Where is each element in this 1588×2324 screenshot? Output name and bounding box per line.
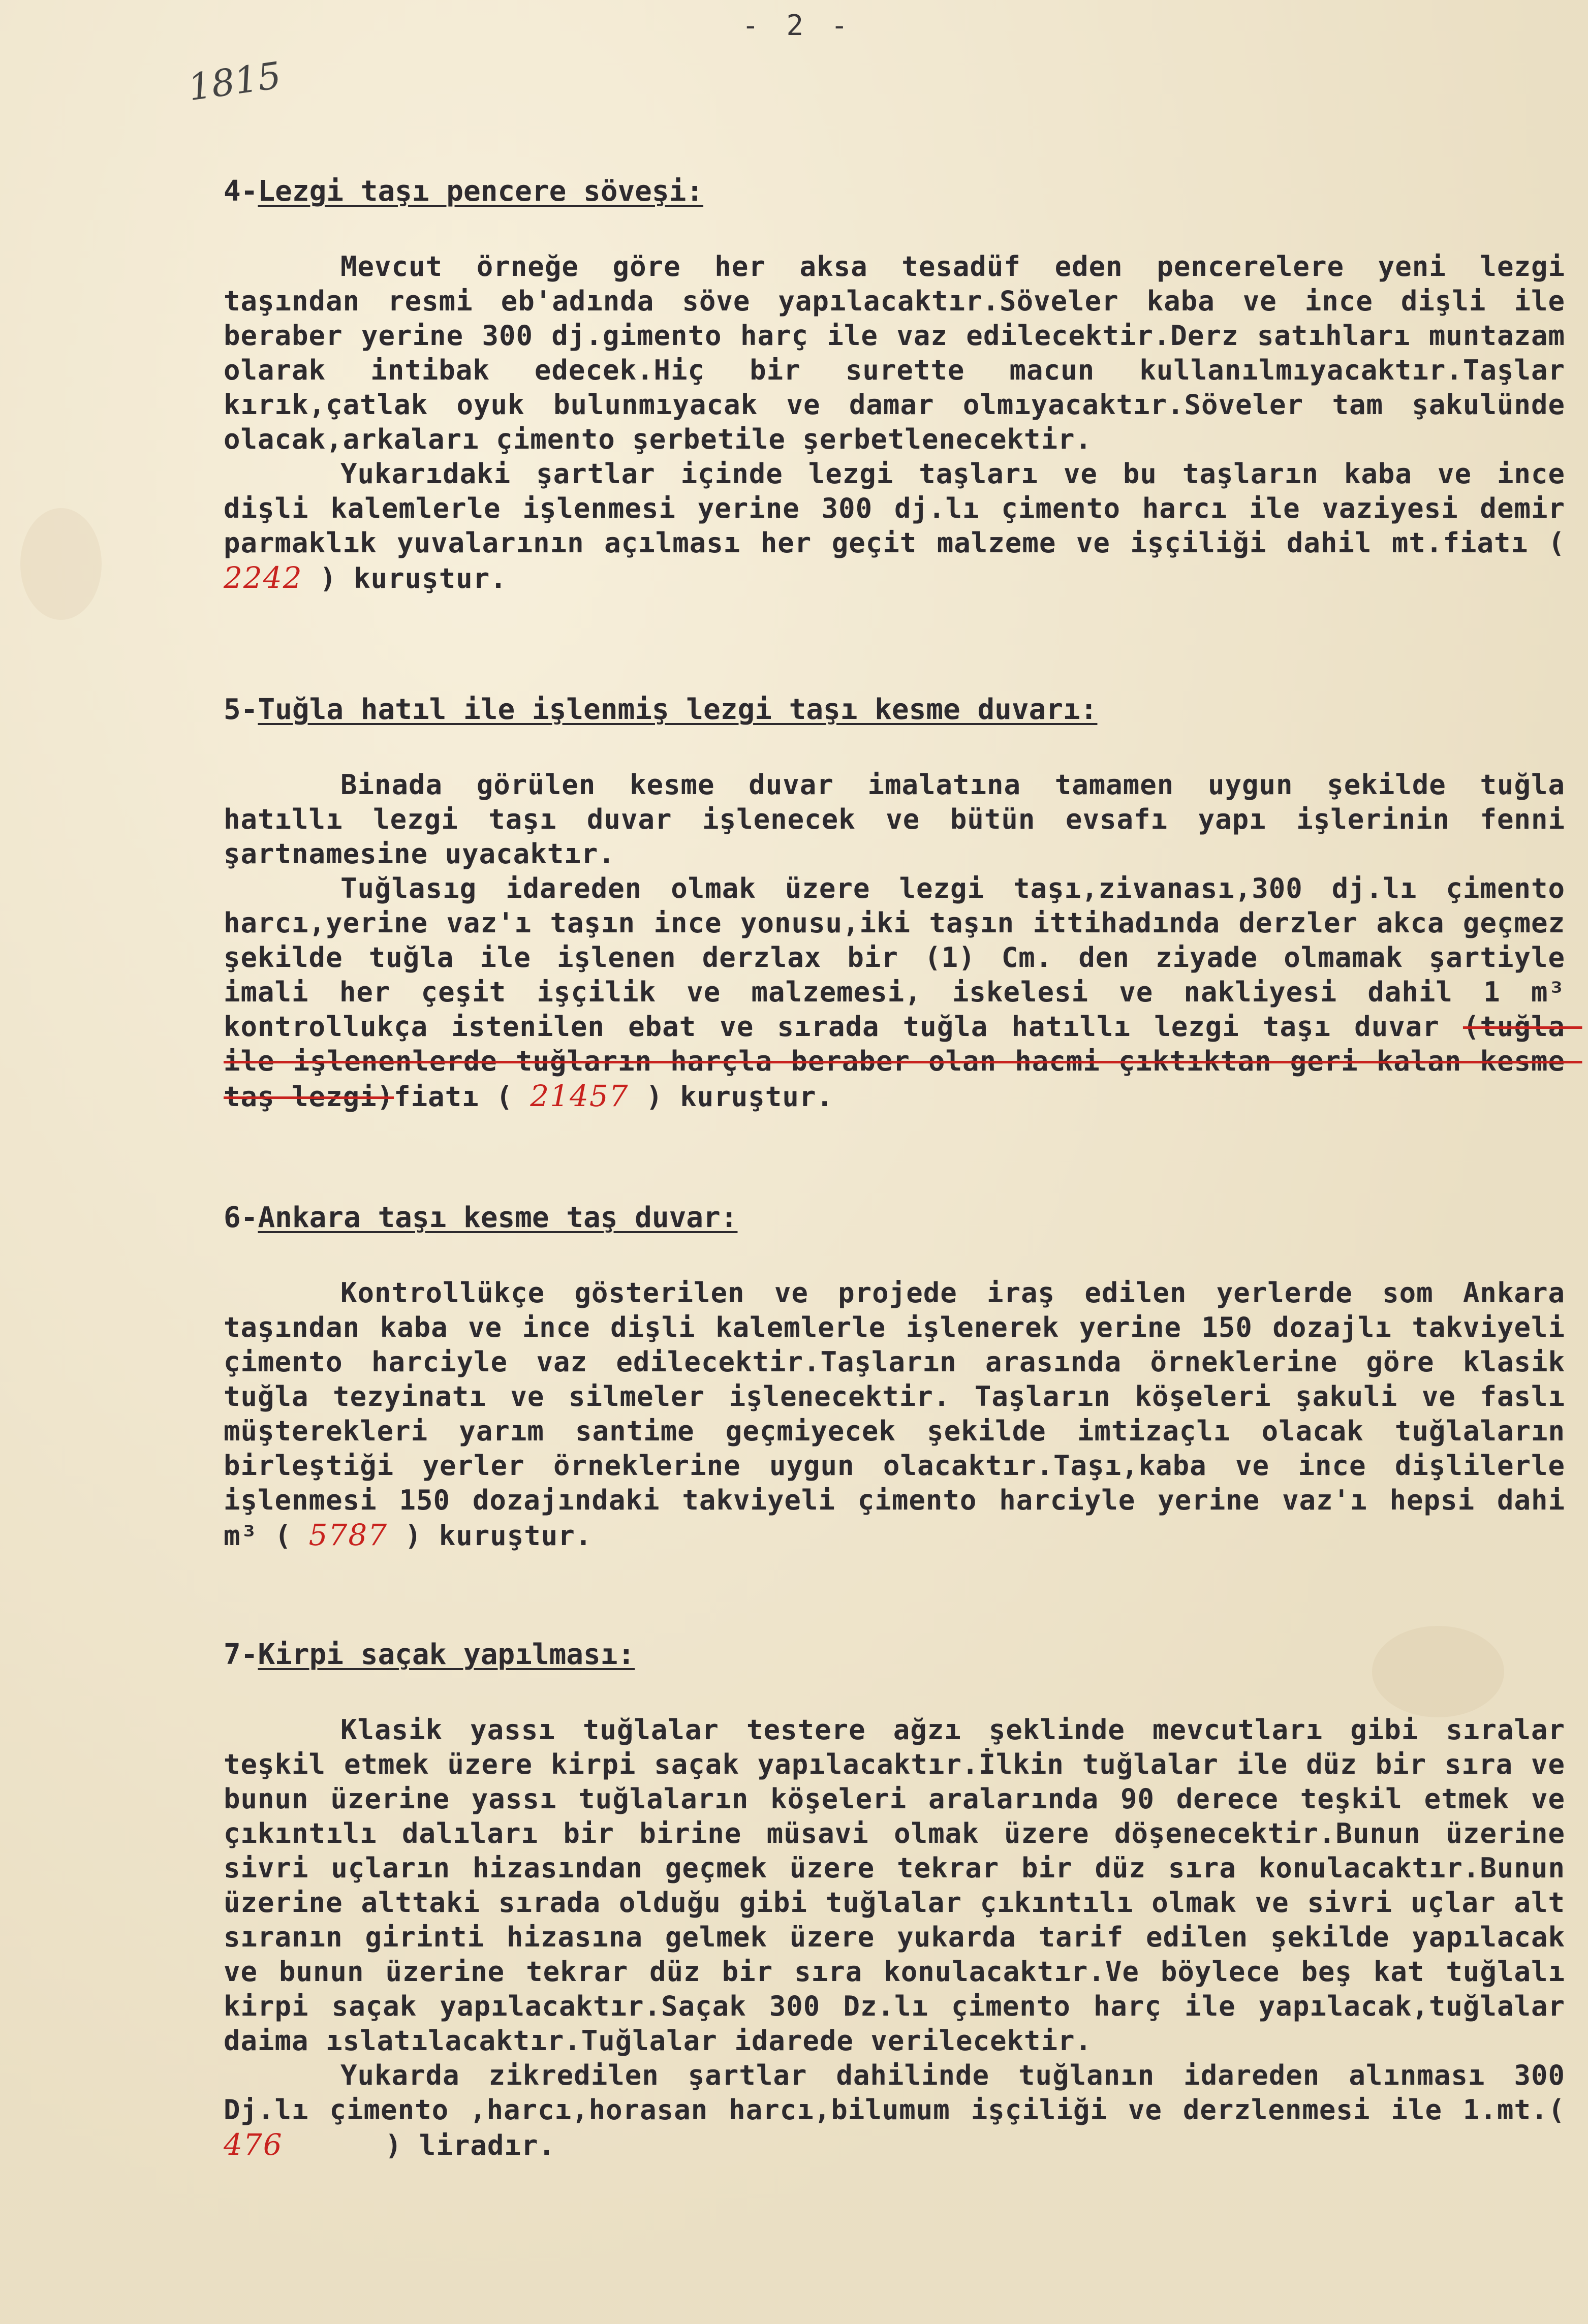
typed-text: ) kuruştur. — [629, 1081, 833, 1113]
typed-text: Binada görülen kesme duvar imalatına tamamen uygun şekilde tuğla hatıllı lezgi taşı duvar işlenecek ve bütün evsafı yapı işlerinin fenni şartnamesine uyacaktır. — [224, 769, 1582, 870]
typed-text: ) liradır. — [283, 2129, 555, 2161]
typed-text: Klasik yassı tuğlalar testere ağzı şeklinde mevcutları gibi sıralar teşkil etmek üzere kirpi saçak yapılacaktır.İlkin tuğlalar ile düz bir sıra ve bunun üzerine yassı tuğlaların köşeleri aralarında 90 derece teşkil etmek ve çıkıntılı dalıları bir birine müsavi olmak üzere döşenecektir.Bunun üzerine sivri uçların hizasından geçmek üzere tekrar bir düz sıra konulacaktır.Bunun üzerine alttaki sırada olduğu gibi tuğlalar çıkıntılı olmak ve sivri uçlar alt sıranın girinti hizasına gelmek üzere yukarda tarif edilen şekilde yapılacak ve bunun üzerine tekrar düz bir sıra konulacaktır.Ve böylece beş kat tuğlalı kirpi saçak yapılacaktır.Saçak 300 Dz.lı çimento harç ile yapılacak,tuğlalar daima ıslatılacaktır.Tuğlalar idarede verilecektir. — [224, 1714, 1582, 2057]
typed-text: Yukarda zikredilen şartlar dahilinde tuğlanın idareden alınması 300 Dj.lı çimento ,harcı,horasan harcı,bilumum işçiliği ve derzlenmesi ile 1.mt.( — [224, 2059, 1582, 2126]
section-number: 7- — [224, 1638, 258, 1671]
typed-text: Yukarıdaki şartlar içinde lezgi taşları ve bu taşların kaba ve ince dişli kalemlerle işlenmesi yerine 300 dj.lı çimento harcı ile vaziyesi demir parmaklık yuvalarının açılması her geçit malzeme ve işçiliği dahil mt.fiatı ( — [224, 458, 1582, 559]
section-7 — [224, 1638, 1582, 2163]
section-number: 5- — [224, 693, 258, 726]
paper-stain — [20, 508, 102, 620]
handwritten-price: 21457 — [530, 1079, 629, 1113]
body-paragraph — [224, 2058, 1582, 2163]
section-heading — [224, 694, 1565, 726]
section-number: 6- — [224, 1201, 258, 1234]
section-title: Lezgi taşı pencere söveşi: — [258, 175, 704, 208]
section-body — [224, 249, 1582, 596]
typed-text: ) kuruştur. — [388, 1520, 593, 1552]
section-number: 4- — [224, 175, 258, 208]
section-heading — [224, 1202, 1565, 1234]
section-4 — [224, 175, 1582, 596]
handwritten-archive-number: 1815 — [185, 53, 284, 109]
page-number: - 2 - — [742, 9, 853, 42]
handwritten-price: 5787 — [308, 1518, 388, 1552]
body-paragraph — [224, 457, 1582, 596]
section-5 — [224, 693, 1582, 1114]
typed-text: ) kuruştur. — [302, 562, 507, 594]
section-heading — [224, 175, 1565, 208]
body-paragraph — [224, 1276, 1582, 1553]
section-body — [224, 768, 1582, 1114]
body-paragraph — [224, 871, 1582, 1114]
section-6 — [224, 1201, 1582, 1553]
typed-text: Tuğlasıg idareden olmak üzere lezgi taşı,zivanası,300 dj.lı çimento harcı,yerine vaz'ı taşın ince yonusu,iki taşın ittihadında derzler akca geçmez şekilde tuğla ile işlenen derzlax bir (1) Cm. den ziyade olmamak şartiyle imali her çeşit işçilik ve malzemesi, iskelesi ve nakliyesi dahil 1 m³ kontrollukça istenilen ebat ve sırada tuğla hatıllı lezgi taşı duvar — [224, 872, 1582, 1043]
typed-text: Kontrollükçe gösterilen ve projede iraş edilen yerlerde som Ankara taşından kaba ve ince dişli kalemlerle işlenerek yerine 150 dozajlı takviyeli çimento harciyle vaz edilecektir.Taşların arasında örneklerine göre klasik tuğla tezyinatı ve silmeler işlenecektir. Taşların köşeleri şakuli ve faslı müşterekleri yarım santime geçmiyecek şekilde imtizaçlı olacak tuğlaların birleştiği yerler örneklerine uygun olacaktır.Taşı,kaba ve ince dişlilerle işlenmesi 150 dozajındaki takviyeli çimento harciyle yerine vaz'ı hepsi dahi m³ ( — [224, 1277, 1582, 1552]
body-paragraph — [224, 249, 1582, 457]
struck-text: (tuğla ile işlenenlerde tuğların harçla beraber olan hacmi çıktıktan geri kalan kesme taş lezgi) — [224, 1011, 1582, 1113]
handwritten-price: 476 — [224, 2127, 283, 2162]
section-heading — [224, 1639, 1565, 1671]
typed-text: Mevcut örneğe göre her aksa tesadüf eden pencerelere yeni lezgi taşından resmi eb'adında söve yapılacaktır.Söveler kaba ve ince dişli ile beraber yerine 300 dj.gimento harç ile vaz edilecektir.Derz satıhları muntazam olarak intibak edecek.Hiç bir surette macun kullanılmıyacaktır.Taşlar kırık,çatlak oyuk bulunmıyacak ve damar olmıyacaktır.Söveler tam şakulünde olacak,arkaları çimento şerbetile şerbetlenecektir. — [224, 250, 1582, 455]
body-paragraph — [224, 768, 1582, 871]
section-title: Ankara taşı kesme taş duvar: — [258, 1201, 738, 1234]
body-paragraph — [224, 1713, 1582, 2058]
section-body — [224, 1713, 1582, 2163]
typed-text: fiatı ( — [394, 1081, 531, 1113]
section-title: Tuğla hatıl ile işlenmiş lezgi taşı kesme duvarı: — [258, 693, 1098, 726]
section-body — [224, 1276, 1582, 1553]
handwritten-price: 2242 — [224, 560, 303, 595]
section-title: Kirpi saçak yapılması: — [258, 1638, 635, 1671]
